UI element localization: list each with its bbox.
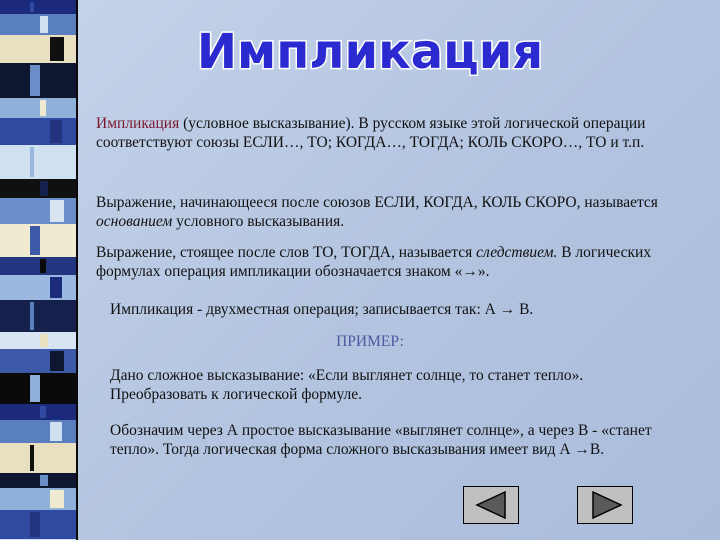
stripe-accent <box>50 37 64 61</box>
example-label: ПРИМЕР: <box>336 333 404 350</box>
paragraph-example-task: Дано сложное высказывание: «Если выглянет солнце, то станет тепло». Преобразовать к логической формуле. <box>110 367 584 403</box>
slide-title-text: Импликация <box>196 24 544 80</box>
stripe-band <box>0 118 78 145</box>
stripe-band <box>0 145 78 179</box>
paragraph-consequence <box>96 243 676 281</box>
stripe-band <box>0 275 78 300</box>
stripe-accent <box>50 422 62 441</box>
stripe-band <box>0 300 78 332</box>
stripe-accent <box>30 512 40 537</box>
stripe-band <box>0 98 78 118</box>
stripe-band <box>0 257 78 275</box>
stripe-accent <box>30 302 34 330</box>
definition-text: (условное высказывание). В русском языке этой логической операции соответствуют союзы ЕСЛИ…, ТО; КОГДА…, ТОГДА; КОЛЬ СКОРО…, ТО и т.п. <box>96 115 646 151</box>
basis-text-after: условного высказывания. <box>172 213 345 230</box>
consequence-text-before: Выражение, стоящее после слов ТО, ТОГДА, называется <box>96 244 477 261</box>
stripe-band <box>0 179 78 198</box>
stripe-accent <box>40 334 48 347</box>
slide-title <box>180 14 560 84</box>
stripe-band <box>0 420 78 443</box>
paragraph-basis <box>96 193 676 231</box>
stripe-accent <box>40 16 48 33</box>
stripe-accent <box>50 351 64 371</box>
triangle-left-icon <box>464 487 518 523</box>
stripe-accent <box>30 375 40 402</box>
next-slide-button[interactable] <box>577 486 633 524</box>
stripe-accent <box>50 200 64 222</box>
stripe-band <box>0 198 78 224</box>
term-implication: Импликация <box>96 115 180 132</box>
stripe-accent <box>40 475 48 486</box>
stripe-accent <box>50 490 64 508</box>
decorative-stripe-bar <box>0 0 78 540</box>
stripe-band <box>0 14 78 35</box>
stripe-accent <box>30 226 40 255</box>
stripe-band <box>0 349 78 373</box>
prev-slide-button[interactable] <box>463 486 519 524</box>
stripe-accent <box>40 100 46 116</box>
stripe-accent <box>40 259 46 273</box>
consequence-text-after: В логических формулах операция импликации обозначается знаком «→». <box>96 244 652 280</box>
stripe-band <box>0 332 78 349</box>
basis-text-before: Выражение, начинающееся после союзов ЕСЛИ, КОГДА, КОЛЬ СКОРО, называется <box>96 194 658 211</box>
stripe-accent <box>40 181 48 196</box>
paragraph-binary-operation: Импликация - двухместная операция; записывается так: А → В. <box>110 301 534 318</box>
stripe-band <box>0 35 78 63</box>
stripe-accent <box>40 406 46 418</box>
consequence-term: следствием. <box>476 244 558 261</box>
stripe-accent <box>30 65 40 96</box>
stripe-band <box>0 443 78 473</box>
basis-term: основанием <box>96 213 173 230</box>
triangle-right-icon <box>578 487 632 523</box>
stripe-accent <box>50 277 62 298</box>
stripe-accent <box>30 445 34 471</box>
stripe-accent <box>50 120 62 143</box>
paragraph-example-solution: Обозначим через А простое высказывание «выглянет солнце», а через В - «станет тепло». Тогда логическая форма сложного высказывания имеет вид А →В. <box>110 422 652 458</box>
stripe-edge <box>76 0 78 540</box>
paragraph-definition <box>96 114 676 152</box>
stripe-accent <box>30 147 34 177</box>
stripe-band <box>0 488 78 510</box>
stripe-band <box>0 0 78 14</box>
stripe-accent <box>30 2 34 12</box>
stripe-band <box>0 404 78 420</box>
stripe-band <box>0 473 78 488</box>
